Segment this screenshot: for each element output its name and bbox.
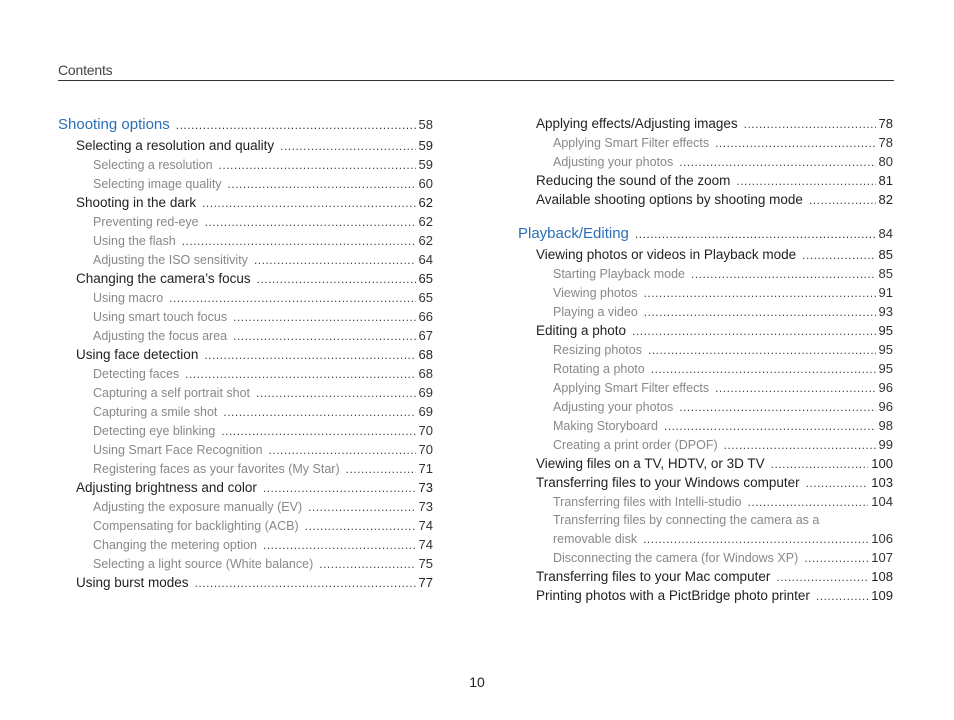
toc-subentry[interactable] <box>518 302 893 321</box>
dot-leader <box>724 436 876 455</box>
toc-entry-title: Using the flash <box>93 234 176 248</box>
toc-subentry[interactable] <box>58 459 433 478</box>
toc-entry[interactable] <box>58 345 433 364</box>
toc-subentry[interactable] <box>58 155 433 174</box>
toc-left-column <box>58 114 433 592</box>
toc-entry-title: Capturing a smile shot <box>93 405 218 419</box>
toc-entry-page: 82 <box>878 192 893 207</box>
dot-leader <box>346 460 416 479</box>
toc-entry-page: 62 <box>418 233 433 248</box>
toc-entry-title: Disconnecting the camera (for Windows XP) <box>553 551 799 565</box>
toc-entry[interactable] <box>58 193 433 212</box>
toc-subentry[interactable] <box>58 364 433 383</box>
toc-entry-page: 70 <box>418 423 433 438</box>
header-rule <box>58 80 894 81</box>
toc-entry[interactable] <box>518 586 893 605</box>
toc-entry[interactable] <box>518 171 893 190</box>
dot-leader <box>195 574 416 593</box>
toc-entry-title: Viewing files on a TV, HDTV, or 3D TV <box>536 456 765 471</box>
dot-leader <box>804 549 868 568</box>
dot-leader <box>169 289 415 308</box>
dot-leader <box>182 232 416 251</box>
dot-leader <box>269 441 416 460</box>
toc-entry-title: Applying Smart Filter effects <box>553 381 710 395</box>
toc-subentry[interactable] <box>58 212 433 231</box>
toc-entry-title: Changing the camera’s focus <box>76 271 251 286</box>
toc-subentry[interactable] <box>518 340 893 359</box>
toc-entry-title: Adjusting brightness and color <box>76 480 257 495</box>
toc-entry-page: 84 <box>878 226 893 241</box>
section-gap <box>518 209 893 223</box>
toc-entry-page: 81 <box>878 173 893 188</box>
toc-subentry[interactable] <box>518 359 893 378</box>
toc-entry-title: Using burst modes <box>76 575 189 590</box>
toc-subentry[interactable] <box>58 250 433 269</box>
toc-entry[interactable] <box>58 269 433 288</box>
toc-subentry[interactable] <box>58 307 433 326</box>
toc-entry-page: 60 <box>418 176 433 191</box>
toc-entry-title: Selecting a resolution <box>93 158 213 172</box>
toc-entry-title: Adjusting the ISO sensitivity <box>93 253 248 267</box>
dot-leader <box>651 360 876 379</box>
toc-entry-title: Applying effects/Adjusting images <box>536 116 738 131</box>
toc-subentry[interactable] <box>58 516 433 535</box>
toc-section-heading[interactable] <box>518 223 893 245</box>
dot-leader <box>204 346 415 365</box>
toc-entry-title: Compensating for backlighting (ACB) <box>93 519 299 533</box>
toc-entry-page: 80 <box>878 154 893 169</box>
toc-subentry[interactable] <box>58 231 433 250</box>
toc-entry[interactable] <box>58 136 433 155</box>
dot-leader <box>176 114 416 136</box>
toc-entry[interactable] <box>518 190 893 209</box>
toc-entry-title: Creating a print order (DPOF) <box>553 438 718 452</box>
toc-entry-title: Rotating a photo <box>553 362 645 376</box>
toc-entry-page: 104 <box>871 494 893 509</box>
toc-entry-title: Viewing photos or videos in Playback mode <box>536 247 797 262</box>
dot-leader <box>254 251 416 270</box>
toc-entry-first-line: Transferring files by connecting the camera as a <box>553 513 820 527</box>
toc-entry-page: 78 <box>878 135 893 150</box>
toc-entry[interactable] <box>518 454 893 473</box>
dot-leader <box>715 379 875 398</box>
toc-subentry[interactable] <box>58 402 433 421</box>
toc-entry-title: Shooting in the dark <box>76 195 197 210</box>
toc-entry-page: 109 <box>871 588 893 603</box>
toc-entry-page: 68 <box>418 366 433 381</box>
toc-entry-page: 85 <box>878 247 893 262</box>
toc-entry-page: 58 <box>418 117 433 132</box>
toc-subentry[interactable] <box>518 152 893 171</box>
dot-leader <box>219 156 416 175</box>
toc-entry-page: 93 <box>878 304 893 319</box>
toc-entry-title: Starting Playback mode <box>553 267 686 281</box>
dot-leader <box>632 322 875 341</box>
dot-leader <box>715 134 875 153</box>
toc-entry-page: 74 <box>418 518 433 533</box>
toc-entry-page: 59 <box>418 138 433 153</box>
toc-entry-title: Printing photos with a PictBridge photo printer <box>536 588 810 603</box>
toc-subentry[interactable] <box>58 174 433 193</box>
dot-leader <box>205 213 416 232</box>
toc-entry-title: Changing the metering option <box>93 538 258 552</box>
toc-entry[interactable] <box>518 114 893 133</box>
toc-entry-title: Using face detection <box>76 347 199 362</box>
dot-leader <box>280 137 415 156</box>
toc-entry-title: Detecting eye blinking <box>93 424 216 438</box>
toc-entry-page: 107 <box>871 550 893 565</box>
dot-leader <box>305 517 416 536</box>
toc-entry-page: 67 <box>418 328 433 343</box>
toc-subentry[interactable] <box>518 397 893 416</box>
toc-entry-page: 103 <box>871 475 893 490</box>
dot-leader <box>233 327 415 346</box>
toc-subentry[interactable] <box>58 383 433 402</box>
dot-leader <box>233 308 415 327</box>
toc-subentry[interactable] <box>518 264 893 283</box>
toc-entry-page: 62 <box>418 214 433 229</box>
toc-entry-page: 78 <box>878 116 893 131</box>
toc-entry-title: Editing a photo <box>536 323 627 338</box>
toc-entry-page: 74 <box>418 537 433 552</box>
toc-entry-page: 69 <box>418 404 433 419</box>
toc-entry-title: Resizing photos <box>553 343 642 357</box>
dot-leader <box>802 246 875 265</box>
toc-subentry[interactable] <box>58 554 433 573</box>
toc-subentry[interactable] <box>518 378 893 397</box>
toc-subentry[interactable] <box>518 435 893 454</box>
toc-entry-page: 99 <box>878 437 893 452</box>
dot-leader <box>644 284 876 303</box>
dot-leader <box>643 530 868 549</box>
toc-subentry[interactable] <box>58 440 433 459</box>
dot-leader <box>679 153 875 172</box>
toc-entry-page: 59 <box>418 157 433 172</box>
toc-entry[interactable] <box>518 473 893 492</box>
toc-entry-page: 73 <box>418 480 433 495</box>
toc-entry-title: Selecting a light source (White balance) <box>93 557 314 571</box>
toc-entry-title: Making Storyboard <box>553 419 658 433</box>
dot-leader <box>256 384 416 403</box>
dot-leader <box>228 175 416 194</box>
toc-entry-page: 65 <box>418 290 433 305</box>
dot-leader <box>185 365 415 384</box>
toc-entry-title: Playback/Editing <box>518 225 629 242</box>
dot-leader <box>648 341 876 360</box>
toc-entry-page: 85 <box>878 266 893 281</box>
dot-leader <box>664 417 876 436</box>
toc-entry-page: 64 <box>418 252 433 267</box>
toc-subentry[interactable] <box>518 133 893 152</box>
toc-subentry[interactable] <box>518 548 893 567</box>
toc-entry-page: 95 <box>878 323 893 338</box>
toc-entry-title: Using smart touch focus <box>93 310 228 324</box>
dot-leader <box>736 172 875 191</box>
toc-subentry[interactable] <box>518 416 893 435</box>
dot-leader <box>776 568 868 587</box>
toc-entry-title: Shooting options <box>58 116 170 133</box>
toc-entry-title: Selecting a resolution and quality <box>76 138 275 153</box>
dot-leader <box>806 474 869 493</box>
dot-leader <box>771 455 869 474</box>
running-head: Contents <box>58 62 113 78</box>
toc-entry-page: 65 <box>418 271 433 286</box>
dot-leader <box>308 498 415 517</box>
toc-entry[interactable] <box>58 478 433 497</box>
dot-leader <box>635 223 876 245</box>
toc-entry-page: 73 <box>418 499 433 514</box>
toc-subentry[interactable] <box>58 497 433 516</box>
dot-leader <box>644 303 876 322</box>
toc-entry-title: Reducing the sound of the zoom <box>536 173 731 188</box>
toc-subentry[interactable] <box>58 288 433 307</box>
toc-entry-title: Detecting faces <box>93 367 180 381</box>
toc-entry-title: Adjusting the exposure manually (EV) <box>93 500 303 514</box>
toc-entry-title: Using macro <box>93 291 164 305</box>
toc-entry-page: 96 <box>878 380 893 395</box>
toc-entry-title: Available shooting options by shooting mode <box>536 192 803 207</box>
toc-entry-page: 62 <box>418 195 433 210</box>
toc-entry-title: removable disk <box>553 532 638 546</box>
toc-entry-title: Transferring files with Intelli-studio <box>553 495 742 509</box>
dot-leader <box>263 479 416 498</box>
toc-entry-page: 95 <box>878 342 893 357</box>
toc-entry-page: 68 <box>418 347 433 362</box>
toc-entry-title: Transferring files to your Windows computer <box>536 475 800 490</box>
dot-leader <box>748 493 869 512</box>
toc-subentry[interactable] <box>518 283 893 302</box>
toc-entry-page: 108 <box>871 569 893 584</box>
toc-entry-page: 77 <box>418 575 433 590</box>
toc-entry-title: Registering faces as your favorites (My Star) <box>93 462 340 476</box>
toc-entry-page: 71 <box>418 461 433 476</box>
toc-entry-title: Capturing a self portrait shot <box>93 386 251 400</box>
dot-leader <box>744 115 876 134</box>
toc-entry-page: 106 <box>871 531 893 546</box>
toc-entry-title: Playing a video <box>553 305 638 319</box>
dot-leader <box>319 555 415 574</box>
dot-leader <box>809 191 876 210</box>
toc-entry-title: Selecting image quality <box>93 177 222 191</box>
toc-section-heading[interactable] <box>58 114 433 136</box>
toc-entry[interactable] <box>518 567 893 586</box>
toc-entry-title: Adjusting the focus area <box>93 329 228 343</box>
dot-leader <box>691 265 876 284</box>
dot-leader <box>263 536 416 555</box>
toc-entry-title: Viewing photos <box>553 286 638 300</box>
toc-subentry[interactable] <box>58 326 433 345</box>
toc-subentry[interactable] <box>58 421 433 440</box>
dot-leader <box>221 422 415 441</box>
toc-entry-title: Adjusting your photos <box>553 155 674 169</box>
toc-entry-title: Preventing red-eye <box>93 215 199 229</box>
dot-leader <box>257 270 416 289</box>
toc-entry-title: Using Smart Face Recognition <box>93 443 263 457</box>
page-number: 10 <box>469 674 485 690</box>
toc-entry-page: 75 <box>418 556 433 571</box>
toc-entry-page: 70 <box>418 442 433 457</box>
toc-right-column <box>518 114 893 605</box>
toc-entry[interactable] <box>518 245 893 264</box>
toc-entry-page: 91 <box>878 285 893 300</box>
toc-subentry[interactable] <box>58 535 433 554</box>
dot-leader <box>223 403 415 422</box>
toc-entry-title: Transferring files to your Mac computer <box>536 569 771 584</box>
toc-entry-page: 100 <box>871 456 893 471</box>
toc-entry-page: 69 <box>418 385 433 400</box>
toc-entry[interactable] <box>518 321 893 340</box>
toc-entry-page: 66 <box>418 309 433 324</box>
toc-subentry[interactable] <box>518 529 893 548</box>
toc-entry-title: Adjusting your photos <box>553 400 674 414</box>
toc-entry-title: Applying Smart Filter effects <box>553 136 710 150</box>
toc-entry-page: 98 <box>878 418 893 433</box>
dot-leader <box>202 194 415 213</box>
toc-entry[interactable] <box>58 573 433 592</box>
dot-leader <box>816 587 868 606</box>
toc-subentry[interactable] <box>518 492 893 511</box>
dot-leader <box>679 398 875 417</box>
toc-entry-page: 96 <box>878 399 893 414</box>
toc-entry-page: 95 <box>878 361 893 376</box>
